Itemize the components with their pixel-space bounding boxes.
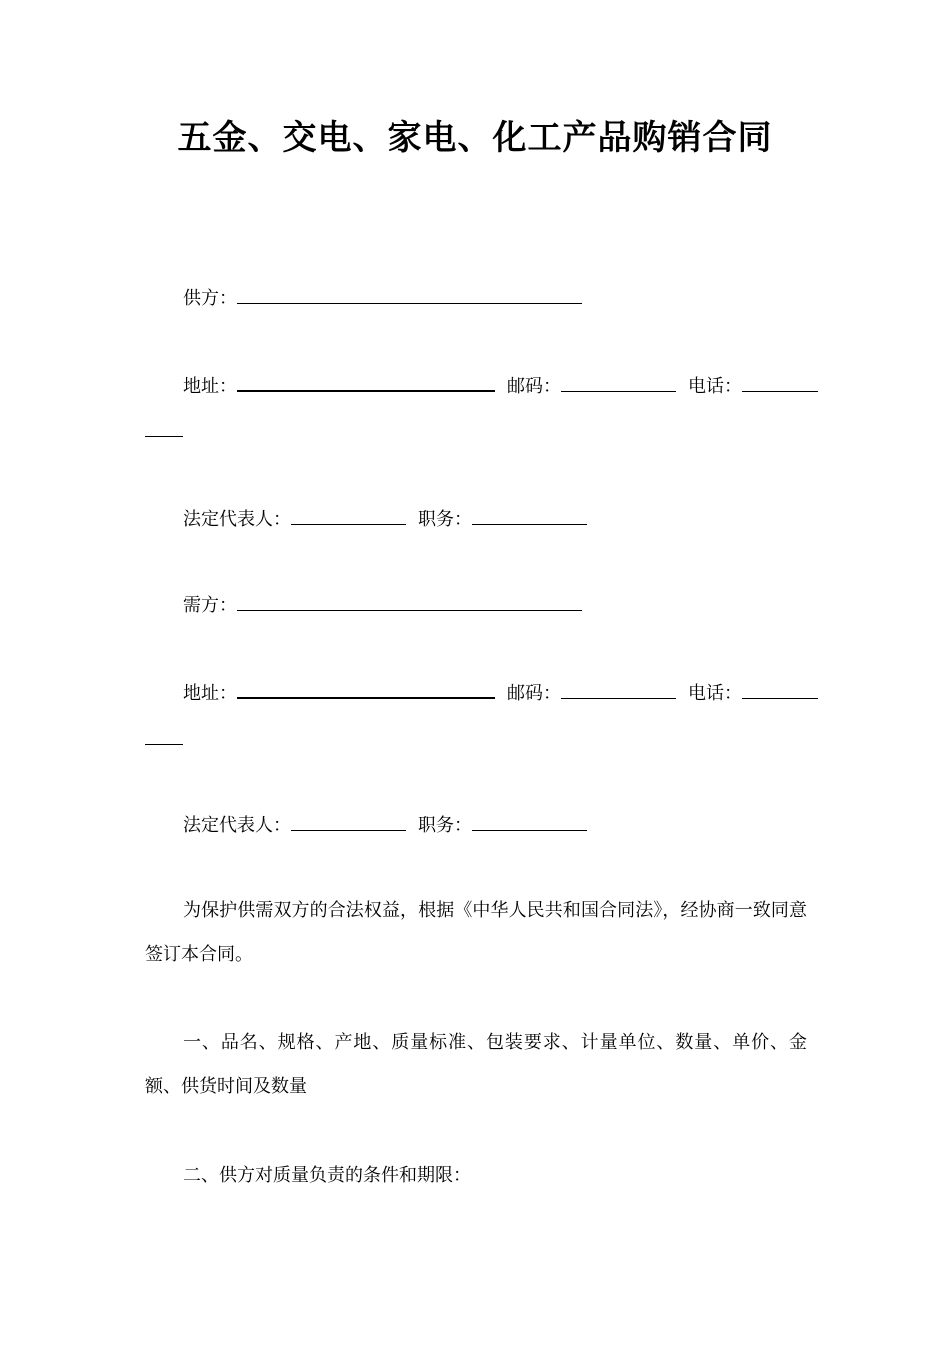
buyer-address-label: 地址： xyxy=(183,683,237,704)
buyer-legal-rep-line xyxy=(183,812,587,839)
document-title: 五金、交电、家电、化工产品购销合同 xyxy=(177,118,773,158)
supplier-phone-blank-continued[interactable] xyxy=(145,418,183,437)
clause-2-paragraph: 二、供方对质量负责的条件和期限： xyxy=(183,1165,471,1186)
supplier-phone-continuation xyxy=(145,418,183,445)
supplier-label: 供方： xyxy=(183,288,237,309)
buyer-legal-rep-blank[interactable] xyxy=(291,812,406,831)
supplier-address-blank[interactable] xyxy=(237,372,495,392)
supplier-position-blank[interactable] xyxy=(472,506,587,525)
supplier-legal-rep-line xyxy=(183,506,587,533)
buyer-postcode-label: 邮码： xyxy=(507,683,561,704)
buyer-phone-continuation xyxy=(145,726,183,753)
buyer-phone-label: 电话： xyxy=(688,683,742,704)
buyer-blank[interactable] xyxy=(237,592,582,611)
buyer-phone-blank[interactable] xyxy=(742,680,818,699)
supplier-address-line xyxy=(183,372,818,400)
buyer-label: 需方： xyxy=(183,595,237,616)
buyer-address-line xyxy=(183,679,818,707)
supplier-postcode-label: 邮码： xyxy=(507,376,561,397)
supplier-legal-rep-label: 法定代表人： xyxy=(183,509,291,530)
buyer-address-blank[interactable] xyxy=(237,679,495,699)
supplier-postcode-blank[interactable] xyxy=(561,373,676,392)
clause-1-paragraph: 一、品名、规格、产地、质量标准、包装要求、计量单位、数量、单价、金额、供货时间及数量 xyxy=(145,1032,807,1097)
supplier-line xyxy=(183,285,582,312)
intro-paragraph: 为保护供需双方的合法权益，根据《中华人民共和国合同法》，经协商一致同意签订本合同。 xyxy=(145,900,807,965)
supplier-address-label: 地址： xyxy=(183,376,237,397)
buyer-legal-rep-label: 法定代表人： xyxy=(183,815,291,836)
supplier-phone-label: 电话： xyxy=(688,376,742,397)
buyer-position-label: 职务： xyxy=(418,815,472,836)
supplier-legal-rep-blank[interactable] xyxy=(291,506,406,525)
buyer-postcode-blank[interactable] xyxy=(561,680,676,699)
buyer-position-blank[interactable] xyxy=(472,812,587,831)
buyer-phone-blank-continued[interactable] xyxy=(145,726,183,745)
buyer-line xyxy=(183,592,582,619)
supplier-blank[interactable] xyxy=(237,285,582,304)
supplier-phone-blank[interactable] xyxy=(742,373,818,392)
supplier-position-label: 职务： xyxy=(418,509,472,530)
